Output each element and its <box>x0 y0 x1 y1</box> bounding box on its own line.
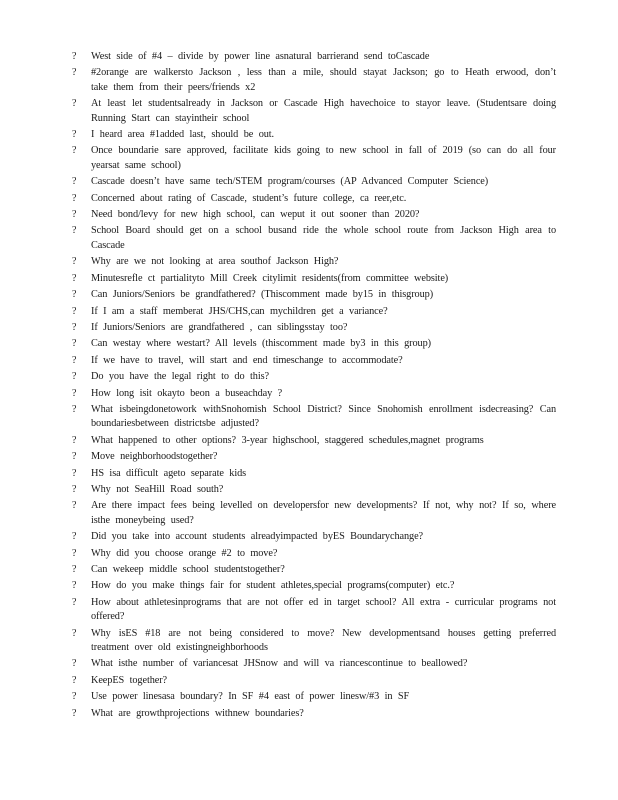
question-item <box>66 97 556 126</box>
question-bullet: ? <box>72 289 77 301</box>
question-text: Why are we not looking at area southof Jackson High? <box>91 256 339 268</box>
question-text: Minutesrefle ct partialityto Mill Creek citylimit residents(from committee website) <box>91 272 449 284</box>
question-bullet: ? <box>72 98 77 110</box>
question-text: Use power linesasa boundary? In SF #4 east of power linesw/#3 in SF <box>91 691 410 703</box>
question-text: I heard area #1added last, should be out. <box>91 129 275 141</box>
question-item <box>66 530 556 544</box>
question-bullet: ? <box>72 387 77 399</box>
question-item <box>66 707 556 721</box>
question-item <box>66 499 556 528</box>
question-text: How do you make things fair for student athletes,special programs(computer) etc.? <box>91 580 455 592</box>
question-item <box>66 192 556 206</box>
question-text: Can Juniors/Seniors be grandfathered? (Thiscomment made by15 in thisgroup) <box>91 289 434 301</box>
question-text: Cascade doesn’t have same tech/STEM program/courses (AP Advanced Computer Science) <box>91 176 489 188</box>
question-bullet: ? <box>72 580 77 592</box>
question-item <box>66 321 556 335</box>
question-bullet: ? <box>72 209 77 221</box>
question-text: What are growthprojections withnew boundaries? <box>91 707 304 719</box>
question-item <box>66 547 556 561</box>
question-bullet: ? <box>72 707 77 719</box>
question-bullet: ? <box>72 467 77 479</box>
question-bullet: ? <box>72 321 77 333</box>
question-bullet: ? <box>72 67 77 79</box>
question-item <box>66 255 556 269</box>
question-item <box>66 434 556 448</box>
question-text: If I am a staff memberat JHS/CHS,can mychildren get a variance? <box>91 305 388 317</box>
question-item <box>66 690 556 704</box>
question-bullet: ? <box>72 500 77 512</box>
question-item <box>66 144 556 173</box>
question-bullet: ? <box>72 176 77 188</box>
question-item <box>66 387 556 401</box>
question-item <box>66 288 556 302</box>
question-bullet: ? <box>72 256 77 268</box>
question-text: If we have to travel, will start and end timeschange to accommodate? <box>91 354 403 366</box>
question-bullet: ? <box>72 596 77 608</box>
question-text: Why isES #18 are not being considered to move? New developmentsand houses getting preferred treatment over old existingneighborhoods <box>91 627 556 654</box>
question-item <box>66 128 556 142</box>
question-text: What isbeingdonetowork withSnohomish School District? Since Snohomish enrollment isdecreasing? Can boundariesbetween districtsbe adjusted? <box>91 403 556 430</box>
question-item <box>66 467 556 481</box>
question-bullet: ? <box>72 51 77 62</box>
question-bullet: ? <box>72 451 77 463</box>
question-item <box>66 483 556 497</box>
question-text: How about athletesinprograms that are not offer ed in target school? All extra - curricular programs not offered? <box>91 596 556 623</box>
question-item <box>66 175 556 189</box>
question-item <box>66 674 556 688</box>
question-text: Are there impact fees being levelled on developersfor new developments? If not, why not? If so, where isthe moneybeing used? <box>91 500 556 526</box>
question-text: If Juniors/Seniors are grandfathered , can siblingsstay too? <box>91 321 348 333</box>
question-bullet: ? <box>72 129 77 141</box>
question-bullet: ? <box>72 354 77 366</box>
question-text: #2orange are walkersto Jackson , less than a mile, should stayat Jackson; go to Heath erwood, don’t take them from their peers/friends x2 <box>91 67 556 93</box>
question-bullet: ? <box>72 627 77 639</box>
question-item <box>66 66 556 95</box>
question-item <box>66 657 556 671</box>
question-text: West side of #4 – divide by power line asnatural barrierand send toCascade <box>91 51 430 62</box>
question-bullet: ? <box>72 434 77 446</box>
question-text: Why not SeaHill Road south? <box>91 483 224 495</box>
question-bullet: ? <box>72 483 77 495</box>
question-bullet: ? <box>72 674 77 686</box>
question-item <box>66 208 556 222</box>
question-item <box>66 337 556 351</box>
question-item <box>66 370 556 384</box>
question-bullet: ? <box>72 403 77 415</box>
question-item <box>66 596 556 625</box>
question-bullet: ? <box>72 338 77 350</box>
question-text: Once boundarie sare approved, facilitate kids going to new school in fall of 2019 (so can do all four yearsat same school) <box>91 145 556 171</box>
question-item <box>66 627 556 656</box>
question-bullet: ? <box>72 547 77 559</box>
question-bullet: ? <box>72 225 77 237</box>
question-bullet: ? <box>72 691 77 703</box>
question-text: What isthe number of variancesat JHSnow and will va riancescontinue to beallowed? <box>91 658 468 670</box>
question-bullet: ? <box>72 658 77 670</box>
question-list <box>66 50 556 723</box>
question-text: Can westay where westart? All levels (thiscomment made by3 in this group) <box>91 338 431 350</box>
question-item <box>66 579 556 593</box>
question-text: Need bond/levy for new high school, can weput it out sooner than 2020? <box>91 209 420 221</box>
question-text: How long isit okayto beon a buseachday ? <box>91 387 283 399</box>
question-item <box>66 354 556 368</box>
question-text: Move neighborhoodstogether? <box>91 451 218 463</box>
question-bullet: ? <box>72 145 77 157</box>
question-item <box>66 403 556 432</box>
question-item <box>66 563 556 577</box>
question-bullet: ? <box>72 371 77 383</box>
question-text: At least let studentsalready in Jackson or Cascade High havechoice to stayor leave. (Studentsare doing Running Start can stayintheir school <box>91 98 556 124</box>
question-text: School Board should get on a school busand ride the whole school route from Jackson High area to Cascade <box>91 225 556 251</box>
question-text: Concerned about rating of Cascade, student’s future college, ca reer,etc. <box>91 192 407 204</box>
question-bullet: ? <box>72 564 77 575</box>
question-text: Do you have the legal right to do this? <box>91 371 269 383</box>
question-text: Why did you choose orange #2 to move? <box>91 547 278 559</box>
question-item <box>66 50 556 64</box>
question-text: Did you take into account students alreadyimpacted byES Boundarychange? <box>91 531 424 543</box>
question-bullet: ? <box>72 531 77 543</box>
question-item <box>66 224 556 253</box>
question-item <box>66 450 556 464</box>
question-bullet: ? <box>72 272 77 284</box>
question-text: Can wekeep middle school studentstogether? <box>91 564 285 575</box>
question-text: KeepES together? <box>91 674 168 686</box>
question-bullet: ? <box>72 192 77 204</box>
question-bullet: ? <box>72 305 77 317</box>
question-text: HS isa difficult ageto separate kids <box>91 467 247 479</box>
question-item <box>66 305 556 319</box>
question-item <box>66 272 556 286</box>
question-text: What happened to other options? 3-year highschool, staggered schedules,magnet programs <box>91 434 484 446</box>
